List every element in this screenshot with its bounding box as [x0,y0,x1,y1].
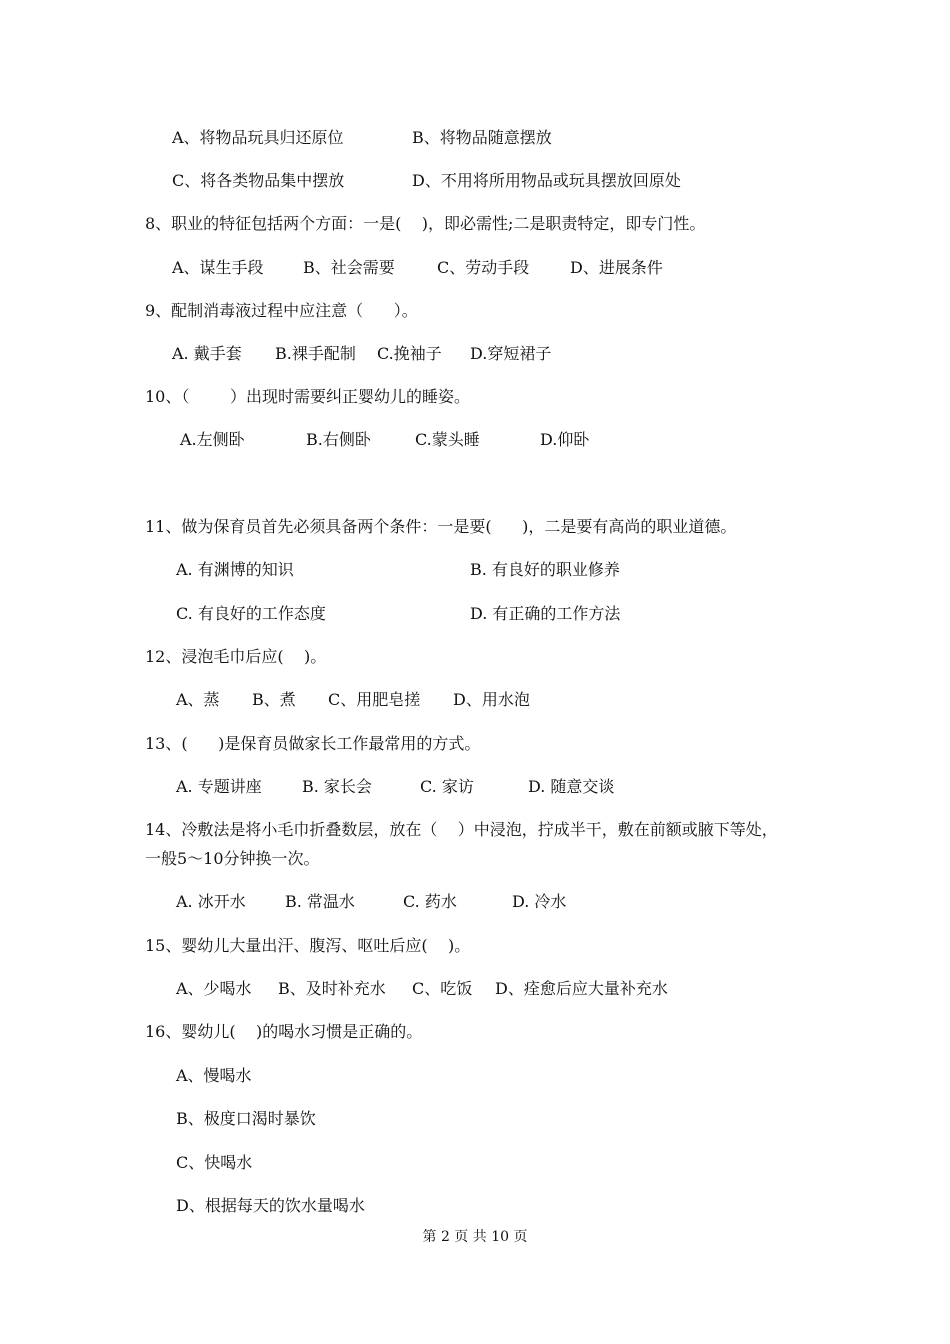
q15-stem: 15、婴幼儿大量出汗、腹泻、呕吐后应( )。 [145,936,471,955]
q12-option-d: D、用水泡 [453,690,530,709]
q16-stem: 16、婴幼儿( )的喝水习惯是正确的。 [145,1022,423,1041]
q12-stem: 12、浸泡毛巾后应( )。 [145,647,327,666]
q9-option-a: A. 戴手套 [172,344,242,363]
q12-option-b: B、煮 [252,690,296,709]
q14-stem-line-2: 一般5～10分钟换一次。 [145,849,320,868]
q7-option-c: C、将各类物品集中摆放 [172,171,345,190]
q7-option-a: A、将物品玩具归还原位 [172,128,344,147]
q10-option-d: D.仰卧 [540,430,590,449]
q13-stem: 13、( )是保育员做家长工作最常用的方式。 [145,734,481,753]
q12-option-a: A、蒸 [176,690,220,709]
q7-option-d: D、不用将所用物品或玩具摆放回原处 [412,171,681,190]
q11-stem: 11、做为保育员首先必须具备两个条件：一是要( )，二是要有高尚的职业道德。 [145,517,737,536]
q14-option-d: D. 冷水 [512,892,567,911]
q12-option-c: C、用肥皂搓 [328,690,421,709]
q13-option-d: D. 随意交谈 [528,777,615,796]
q9-option-b: B.裸手配制 [275,344,356,363]
q16-option-d: D、根据每天的饮水量喝水 [176,1196,365,1215]
q15-option-c: C、吃饭 [412,979,473,998]
page-number-footer: 第 2 页 共 10 页 [422,1229,528,1245]
q16-option-b: B、极度口渴时暴饮 [176,1109,316,1128]
q10-stem: 10、（ ）出现时需要纠正婴幼儿的睡姿。 [145,387,471,406]
q7-option-b: B、将物品随意摆放 [412,128,552,147]
q11-option-c: C. 有良好的工作态度 [176,604,326,623]
q14-stem-line-1: 14、冷敷法是将小毛巾折叠数层，放在（ ）中浸泡，拧成半干，敷在前额或腋下等处， [145,820,778,839]
q13-option-b: B. 家长会 [302,777,372,796]
q13-option-c: C. 家访 [420,777,474,796]
q8-option-a: A、谋生手段 [172,258,264,277]
q10-option-a: A.左侧卧 [180,430,245,449]
q14-option-c: C. 药水 [403,892,457,911]
q15-option-a: A、少喝水 [176,979,252,998]
q11-option-d: D. 有正确的工作方法 [470,604,621,623]
q13-option-a: A. 专题讲座 [176,777,262,796]
q8-stem: 8、职业的特征包括两个方面：一是( )，即必需性;二是职责特定，即专门性。 [145,214,706,233]
q8-option-d: D、进展条件 [570,258,663,277]
q15-option-b: B、及时补充水 [278,979,386,998]
q11-option-a: A. 有渊博的知识 [176,560,294,579]
q15-option-d: D、痊愈后应大量补充水 [495,979,668,998]
q9-option-d: D.穿短裙子 [470,344,552,363]
q14-option-a: A. 冰开水 [176,892,246,911]
q11-option-b: B. 有良好的职业修养 [470,560,620,579]
q9-stem: 9、配制消毒液过程中应注意（ ）。 [145,301,418,320]
q8-option-b: B、社会需要 [303,258,395,277]
q8-option-c: C、劳动手段 [437,258,530,277]
q16-option-c: C、快喝水 [176,1153,253,1172]
q14-option-b: B. 常温水 [285,892,355,911]
q9-option-c: C.挽袖子 [377,344,442,363]
q10-option-b: B.右侧卧 [306,430,371,449]
q10-option-c: C.蒙头睡 [415,430,480,449]
q16-option-a: A、慢喝水 [176,1066,252,1085]
